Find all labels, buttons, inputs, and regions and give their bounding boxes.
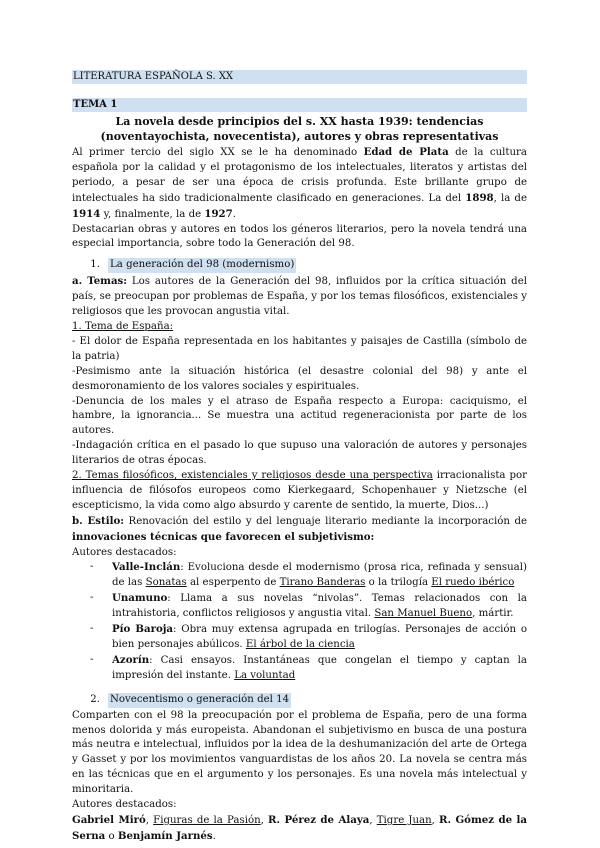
author-name: Gabriel Miró: [72, 813, 146, 826]
intro-text: y, finalmente, la de: [100, 208, 205, 220]
document-page: [72, 70, 527, 845]
estilo-text: Renovación del estilo y del lenguaje literario mediante la incorporación de: [124, 515, 528, 527]
separator: ,: [145, 814, 154, 826]
author-item-unamuno: [72, 591, 527, 622]
author-text: o la trilogía: [365, 577, 432, 589]
dash-bullet: -: [90, 623, 94, 635]
work-title: San Manuel Bueno: [374, 608, 473, 620]
estilo-bold: innovaciones técnicas que favorecen el subjetivismo:: [72, 530, 375, 543]
course-header: [72, 70, 527, 84]
work-title: Tigre Juan: [376, 814, 432, 826]
tema-espana-heading: [72, 320, 527, 335]
section-2-heading: [72, 693, 527, 708]
author-text: : Evoluciona desde el modernismo (prosa rica, refinada y sensual) de las: [112, 562, 527, 589]
work-title: Sonatas: [145, 577, 187, 589]
author-name: Azorín: [112, 653, 150, 666]
author-item-azorin: [72, 653, 527, 684]
intro-bold-edad-plata: Edad de Plata: [363, 146, 449, 158]
autores-label-1: Autores destacados:: [72, 546, 177, 558]
dash-bullet: -: [90, 592, 94, 604]
tema-bullet-4: -Indagación crítica en el pasado lo que supuso una valoración de autores y personajes literarios de otras épocas.: [72, 440, 527, 467]
section-2-title: Novecentismo o generación del 14: [108, 693, 291, 708]
tema-2-text: irracionalista por influencia de filósofos europeos como Kierkegaard, Schopenhauer y Nietzsche (el escepticismo, la vida como algo absurdo y carente de sentido, la muerte, Dios...): [72, 470, 527, 511]
separator: ,: [260, 814, 269, 826]
autores-label-2: Autores destacados:: [72, 799, 177, 811]
author-name: Unamuno: [112, 592, 168, 605]
intro-bold-1898: 1898: [465, 191, 494, 204]
author-item-valle-inclan: [72, 560, 527, 591]
separator: o: [105, 830, 118, 842]
temas-label: a. Temas:: [72, 275, 128, 288]
author-text: : Obra muy extensa agrupada en trilogías. Personajes de acción o bien personajes abúlicos.: [112, 624, 527, 650]
section-1-title: La generación del 98 (modernismo): [108, 258, 296, 273]
dash-bullet: -: [90, 653, 94, 665]
intro-bold-1927: 1927: [204, 207, 233, 220]
author-text: : Llama a sus novelas “nivolas”. Temas relacionados con la intrahistoria, conflictos religiosos y angustia vital.: [112, 593, 527, 620]
tema-espana-heading-text: 1. Tema de España:: [72, 320, 174, 332]
author-name: Valle-Inclán: [112, 561, 181, 574]
estilo-label: b. Estilo:: [72, 514, 125, 527]
intro-text: de la cultura española por la calidad y el protagonismo de los intelectuales, literatos y artistas del periodo, a pesar de ser una época de crisis profunda. Este brillante grupo de intelectuales ha sido tradicionalmente clasificado en generaciones. La del: [72, 147, 527, 204]
document-title: La novela desde principios del s. XX hasta 1939: tendencias (noventayochista, novecentista), autores y obras representativas: [100, 115, 499, 143]
tema-2-paragraph: [72, 469, 527, 514]
tema-bullet-3: -Denuncia de los males y el atraso de España respecto a Europa: caciquismo, el hambre, la ignorancia... Se muestra una actitud regeneracionista por parte de los autores.: [72, 395, 527, 437]
work-title: La voluntad: [234, 669, 296, 681]
authors-list: [72, 560, 527, 683]
author-name: R. Pérez de Alaya: [268, 813, 370, 826]
author-item-pio-baroja: [72, 622, 527, 653]
author-name: Benjamín Jarnés: [117, 829, 213, 842]
intro-bold-1914: 1914: [72, 207, 101, 220]
separator: ,: [369, 814, 377, 826]
tema-header: [72, 98, 527, 112]
work-title: El árbol de la ciencia: [245, 639, 355, 650]
novecentismo-paragraph: Comparten con el 98 la preocupación por el problema de España, pero de una forma menos dolorida y más europeista. Abandonan el subjetivismo en busca de una postura más neutra e intelectual, influidos por la idea de la deshumanización del arte de Ortega y Gasset y por los movimientos vanguardistas de los años 20. La novela se centra más en las técnicas que en el argumento y los personajes. Es una novela más intelectual y minoritaria.: [72, 709, 527, 796]
work-title: Figuras de la Pasión: [153, 814, 261, 826]
temas-text: Los autores de la Generación del 98, influidos por la crítica situación del país, se preocupan por problemas de España, y por los temas filosóficos, existenciales y religiosos que les provocan angustia vital.: [72, 276, 527, 318]
author-text: : Casi ensayos. Instantáneas que congelan el tiempo y captan la impresión del instante.: [112, 654, 527, 681]
tema-bullet-1: - El dolor de España representada en los habitantes y paisajes de Castilla (símbolo de la patria): [72, 335, 527, 362]
intro-text: Al primer tercio del siglo XX se le ha denominado: [72, 147, 364, 158]
section-1-number: 1.: [90, 259, 100, 271]
intro-paragraph-2: Destacarian obras y autores en todos los géneros literarios, pero la novela tendrá una especial importancia, sobre todo la Generación del 98.: [72, 223, 527, 250]
tema-2-underlined: 2. Temas filosóficos, existenciales y religiosos desde una perspectiva: [72, 470, 433, 482]
course-header-text: LITERATURA ESPAÑOLA S. XX: [73, 71, 234, 82]
estilo-paragraph: [72, 514, 527, 546]
intro-paragraph-1: [72, 145, 527, 223]
intro-text: .: [232, 208, 236, 220]
novecentismo-authors: [72, 813, 527, 845]
tema-header-text: TEMA 1: [73, 99, 118, 110]
tema-bullet-2: -Pesimismo ante la situación histórica (el desastre colonial del 98) y ante el desmoronamiento de los valores sociales y espirituales.: [72, 365, 527, 392]
separator: ,: [431, 814, 440, 826]
section-2-number: 2.: [90, 693, 100, 705]
section-1-heading: [72, 258, 527, 273]
temas-paragraph: [72, 274, 527, 320]
author-text: al esperpento de: [186, 577, 280, 589]
separator: .: [212, 830, 216, 842]
work-title: Tirano Banderas: [279, 577, 366, 589]
dash-bullet: -: [90, 561, 94, 573]
intro-text: , la de: [493, 192, 527, 204]
work-title: El ruedo ibérico: [431, 577, 515, 589]
author-name: R. Gómez de la Serna: [72, 813, 527, 842]
author-name: Pío Baroja: [112, 623, 174, 636]
author-text: , mártir.: [472, 608, 514, 620]
